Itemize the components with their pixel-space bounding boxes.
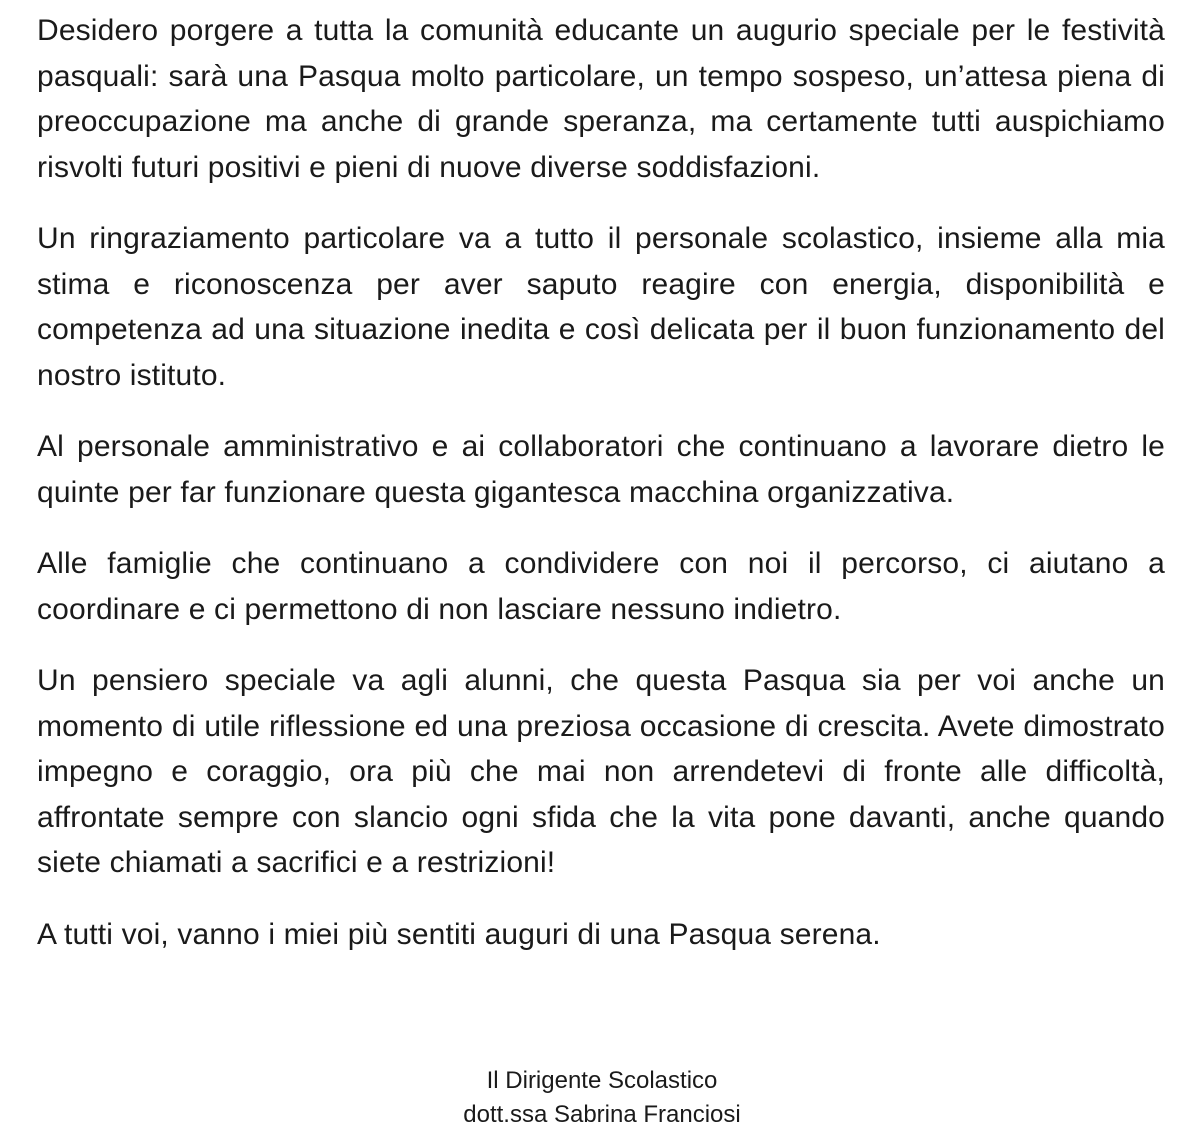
signature-role: Il Dirigente Scolastico [486,1067,718,1094]
paragraph-greeting: Desidero porgere a tutta la comunità educante un augurio speciale per le festività pasquali: sarà una Pasqua molto particolare, un tempo sospeso, un’attesa piena di preoccupazione ma anche di grande speranza, ma certamente tutti auspichiamo risvolti futuri positivi e pieni di nuove diverse soddisfazioni. [37,14,1165,184]
paragraph-students: Un pensiero speciale va agli alunni, che questa Pasqua sia per voi anche un momento di utile riflessione ed una preziosa occasione di crescita. Avete dimostrato impegno e coraggio, ora più che mai non arrendetevi di fronte alle difficoltà, affrontate sempre con slancio ogni sfida che la vita pone davanti, anche quando siete chiamati a sacrifici e a restrizioni! [37,664,1165,879]
signature-block [0,1064,1200,1132]
paragraph-administrative-staff: Al personale amministrativo e ai collaboratori che continuano a lavorare dietro le quinte per far funzionare questa gigantesca macchina organizzativa. [37,430,1165,509]
letter-body [37,8,1165,983]
paragraph-thanks-staff: Un ringraziamento particolare va a tutto il personale scolastico, insieme alla mia stima e riconoscenza per aver saputo reagire con energia, disponibilità e competenza ad una situazione inedita e così delicata per il buon funzionamento del nostro istituto. [37,222,1165,392]
paragraph-families: Alle famiglie che continuano a condividere con noi il percorso, ci aiutano a coordinare e ci permettono di non lasciare nessuno indietro. [37,547,1165,626]
paragraph-closing-wishes: A tutti voi, vanno i miei più sentiti auguri di una Pasqua serena. [37,917,881,951]
signature-name: dott.ssa Sabrina Franciosi [463,1101,741,1128]
